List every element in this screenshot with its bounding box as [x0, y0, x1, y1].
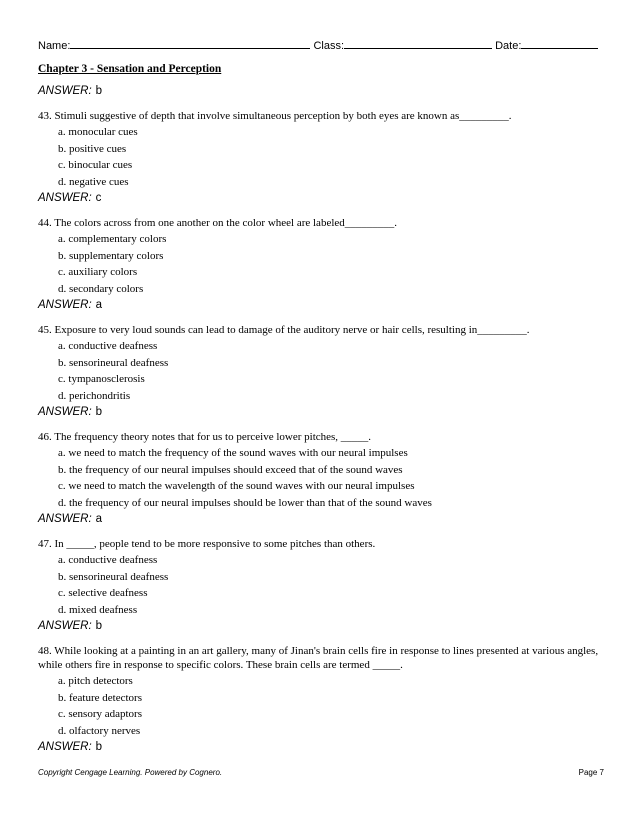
answer-line — [38, 297, 604, 313]
question-text: 43. Stimuli suggestive of depth that involve simultaneous perception by both eyes are known as_________. — [38, 110, 512, 122]
answer-line — [38, 404, 604, 420]
answer-label: ANSWER: — [38, 299, 92, 311]
header-line — [38, 37, 604, 53]
answer-label: ANSWER: — [38, 85, 92, 97]
option: b. supplementary colors — [58, 249, 164, 262]
date-blank — [521, 37, 598, 49]
option: d. perichondritis — [58, 389, 131, 402]
page-number: Page 7 — [578, 768, 604, 777]
question-text: 45. Exposure to very loud sounds can lead to damage of the auditory nerve or hair cells, resulting in_________. — [38, 324, 530, 336]
name-label: Name: — [38, 40, 71, 52]
option: a. conductive deafness — [58, 554, 158, 566]
option: b. sensorineural deafness — [58, 570, 169, 583]
date-label: Date: — [495, 40, 522, 52]
question-text: 44. The colors across from one another on the color wheel are labeled_________. — [38, 217, 398, 229]
option: a. pitch detectors — [58, 675, 133, 687]
question-text: 46. The frequency theory notes that for us to perceive lower pitches, _____. — [38, 431, 372, 443]
option: a. conductive deafness — [58, 340, 158, 352]
question-list — [38, 83, 604, 755]
answer-line — [38, 83, 604, 99]
option: c. tympanosclerosis — [58, 373, 145, 385]
answer-label: ANSWER: — [38, 620, 92, 632]
answer-line — [38, 190, 604, 206]
answer-line — [38, 618, 604, 634]
answer-value: a — [95, 299, 103, 311]
option: b. feature detectors — [58, 691, 142, 704]
option: a. we need to match the frequency of the sound waves with our neural impulses — [58, 447, 408, 459]
answer-value: b — [95, 620, 103, 632]
option: a. monocular cues — [58, 126, 138, 138]
option: d. secondary colors — [58, 282, 144, 295]
option: d. negative cues — [58, 175, 129, 188]
name-blank — [70, 37, 310, 49]
answer-value: a — [95, 513, 103, 525]
option: a. complementary colors — [58, 233, 167, 245]
option: c. sensory adaptors — [58, 708, 143, 720]
option: b. sensorineural deafness — [58, 356, 169, 369]
answer-line — [38, 739, 604, 755]
chapter-title: Chapter 3 - Sensation and Perception — [38, 63, 222, 75]
answer-value: b — [95, 85, 103, 97]
option: c. selective deafness — [58, 587, 148, 599]
option: c. auxiliary colors — [58, 266, 138, 278]
class-blank — [344, 37, 492, 49]
question-text: 47. In _____, people tend to be more responsive to some pitches than others. — [38, 538, 376, 550]
copyright-notice: Copyright Cengage Learning. Powered by Cognero. — [38, 768, 223, 777]
answer-value: b — [95, 406, 103, 418]
answer-label: ANSWER: — [38, 406, 92, 418]
option: d. the frequency of our neural impulses should be lower than that of the sound waves — [58, 496, 432, 509]
answer-label: ANSWER: — [38, 741, 92, 753]
option: c. we need to match the wavelength of the sound waves with our neural impulses — [58, 480, 415, 492]
option: b. the frequency of our neural impulses should exceed that of the sound waves — [58, 463, 403, 476]
question-text: 48. While looking at a painting in an art gallery, many of Jinan's brain cells fire in response to lines presented at various angles, while others fire in response to specific colors. These brain cells are termed _____. — [38, 645, 599, 671]
answer-line — [38, 511, 604, 527]
option: d. olfactory nerves — [58, 724, 141, 737]
answer-value: c — [95, 192, 102, 204]
answer-value: b — [95, 741, 103, 753]
class-label: Class: — [313, 40, 345, 52]
option: b. positive cues — [58, 142, 127, 155]
option: c. binocular cues — [58, 159, 133, 171]
answer-label: ANSWER: — [38, 192, 92, 204]
answer-label: ANSWER: — [38, 513, 92, 525]
option: d. mixed deafness — [58, 603, 138, 616]
